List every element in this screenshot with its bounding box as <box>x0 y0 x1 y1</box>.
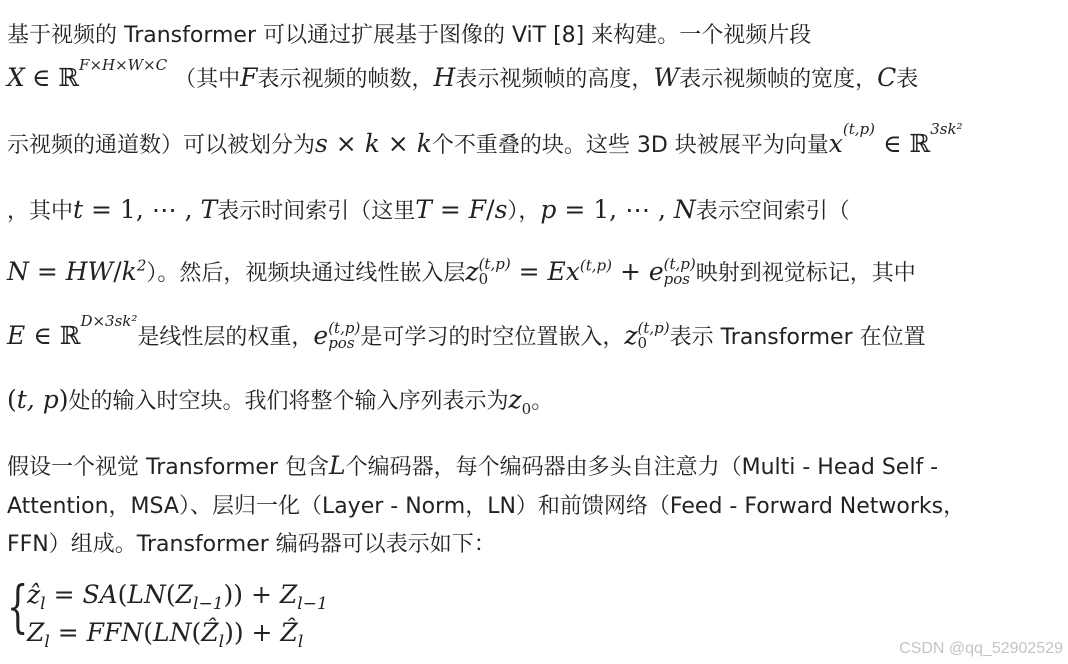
math-H: H <box>433 63 456 92</box>
paragraph2-line1 <box>7 450 938 481</box>
text-segment: Attention，MSA）、层归一化（Layer - Norm，LN）和前馈网络（Feed - Forward Networks， <box>7 494 966 519</box>
text-segment: 表示 Transformer 在位置 <box>669 325 926 350</box>
equation-line1: ẑ$_l$ = $SA(LN(Z_{l-1})) + Z_{l-1}$ <box>27 580 328 614</box>
math-in: ∈ <box>31 63 59 92</box>
text-segment: 表示时间索引（这里 <box>217 199 416 224</box>
paragraph1-line7 <box>7 384 553 418</box>
text-segment: 基于视频的 Transformer 可以通过扩展基于图像的 ViT [8] 来构建。一个视频片段 <box>7 23 812 48</box>
text-segment: 个编码器，每个编码器由多头自注意力（Multi - Head Self - <box>345 455 939 480</box>
text-segment: 表示视频帧的高度， <box>455 67 654 92</box>
text-segment: 映射到视觉标记，其中 <box>695 261 916 286</box>
equation-brace: { <box>7 575 29 640</box>
math-3sk2: 3sk² <box>930 119 963 138</box>
paragraph1-line2 <box>7 55 919 93</box>
math-X: X <box>7 63 25 92</box>
math-R: ℝ <box>59 321 81 350</box>
math-L: L <box>329 451 346 480</box>
text-segment: 是线性层的权重， <box>137 325 314 350</box>
math-supsub: (t,p) 0 <box>637 318 670 352</box>
math-p-range: p = 1, ⋯ , N <box>540 195 696 224</box>
math-z0-tp: z (t,p) 0 <box>624 318 670 352</box>
paragraph1-line3 <box>7 119 963 159</box>
math-e-pos: e (t,p) pos <box>313 318 361 352</box>
equation-line2: $Z_l$ = FFN(LN(Ẑ$_l$)) + Ẑ$_l$ <box>27 618 304 652</box>
paragraph2-line2 <box>7 489 965 520</box>
text-segment: 表示视频的帧数， <box>257 67 434 92</box>
math-in: ∈ <box>25 321 60 350</box>
text-segment: 示视频的通道数）可以被划分为 <box>7 133 316 158</box>
text-segment: 假设一个视觉 Transformer 包含 <box>7 455 329 480</box>
text-segment: FFN）组成。Transformer 编码器可以表示如下： <box>7 532 496 557</box>
math-supsub: (t,p) pos <box>328 318 361 352</box>
math-tp: (t, p) <box>7 385 69 414</box>
text-segment: 处的输入时空块。我们将整个输入序列表示为 <box>68 389 509 414</box>
text-segment: ，其中 <box>7 199 74 224</box>
text-segment: ）， <box>507 199 541 224</box>
paragraph1-line4 <box>7 194 850 225</box>
math-R: ℝ <box>909 129 931 158</box>
math-D3sk2: D×3sk² <box>80 311 138 330</box>
math-z0: $z_0$ <box>508 385 532 418</box>
paragraph2-line3 <box>7 527 496 558</box>
text-segment: 表示视频帧的宽度， <box>679 67 878 92</box>
math-F: F <box>240 63 258 92</box>
paragraph1-line1 <box>7 18 811 49</box>
text-segment: 表示空间索引（ <box>695 199 850 224</box>
math-W: W <box>653 63 680 92</box>
math-C: C <box>877 63 897 92</box>
paragraph1-line5 <box>7 256 916 289</box>
math-embed-eq: z (t,p) 0 = Ex$^{(t,p)}$ + e (t,p) pos <box>465 254 696 288</box>
math-in: ∈ <box>875 129 910 158</box>
text-segment: （其中 <box>174 67 241 92</box>
text-segment: ）。然后，视频块通过线性嵌入层 <box>146 261 466 286</box>
math-dims: F×H×W×C <box>79 55 168 74</box>
watermark: CSDN @qq_52902529 <box>899 640 1063 657</box>
math-supsub: (t,p) 0 <box>478 254 511 288</box>
text-segment: 是可学习的时空位置嵌入， <box>360 325 625 350</box>
math-E: E <box>7 321 26 350</box>
text-segment: 表 <box>896 67 919 92</box>
math-x-tp: x <box>828 129 843 158</box>
math-s-k-k: s × k × k <box>315 129 432 158</box>
math-t-range: t = 1, ⋯ , T <box>73 195 218 224</box>
math-sup-tp: (t,p) <box>842 119 876 138</box>
math-N-eq: $N = HW/k^2$ <box>7 256 147 286</box>
text-segment: 个不重叠的块。这些 3D 块被展平为向量 <box>431 133 829 158</box>
math-T-eq: T = F/s <box>415 195 508 224</box>
math-supsub: (t,p) pos <box>663 254 696 288</box>
math-R: ℝ <box>58 63 80 92</box>
paragraph1-line6 <box>7 311 926 353</box>
text-segment: 。 <box>531 389 554 414</box>
